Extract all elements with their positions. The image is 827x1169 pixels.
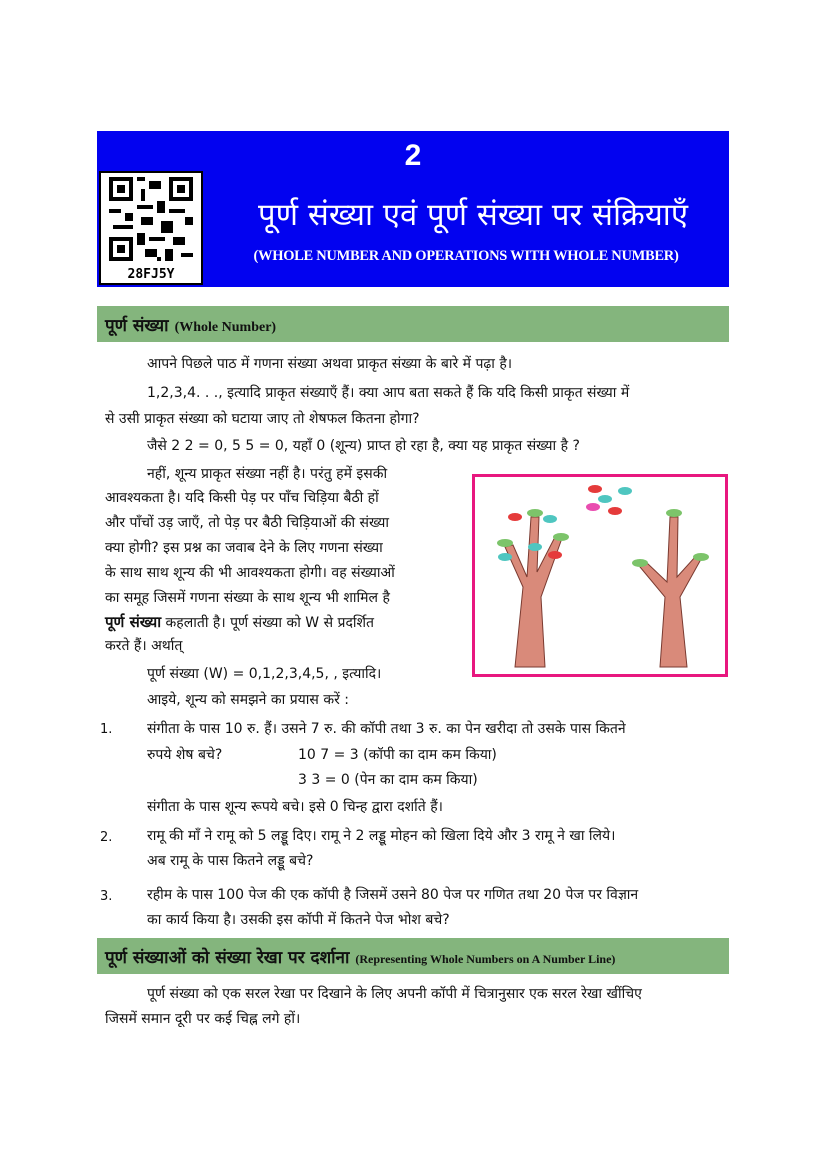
paragraph-line: जैसे 2 2 = 0, 5 5 = 0, यहाँ 0 (शून्य) प्राप्त हो रहा है, क्या यह प्राकृत संख्या है ? (147, 438, 580, 454)
paragraph-line: से उसी प्राकृत संख्या को घटाया जाए तो शेषफल कितना होगा? (105, 411, 420, 427)
paragraph-line: पूर्ण संख्या (W) = 0,1,2,3,4,5, , इत्यादि। (147, 666, 382, 682)
equation-line: 10 7 = 3 (कॉपी का दाम कम किया) (298, 747, 497, 763)
equation-line: 3 3 = 0 (पेन का दाम कम किया) (298, 772, 478, 788)
item-line: रुपये शेष बचे? (147, 747, 223, 763)
item-line: रामू की माँ ने रामू को 5 लड्डू दिए। रामू ने 2 लड्डू मोहन को खिला दिये और 3 रामू ने खा लिये। (147, 828, 616, 844)
section-heading-number-line (97, 938, 729, 974)
heading-hindi: पूर्ण संख्या (105, 316, 169, 336)
item-line: संगीता के पास 10 रु. हैं। उसने 7 रु. की कॉपी तथा 3 रु. का पेन खरीदा तो उसके पास कितने (147, 721, 626, 737)
heading-english: (Representing Whole Numbers on A Number Line) (355, 952, 616, 966)
paragraph-line: पूर्ण संख्या को एक सरल रेखा पर दिखाने के लिए अपनी कॉपी में चित्रानुसार एक सरल रेखा खींचिए (147, 986, 642, 1002)
item-line: संगीता के पास शून्य रूपये बचे। इसे 0 चिन्ह द्वारा दर्शाते हैं। (147, 799, 443, 815)
chapter-title-english: (WHOLE NUMBER AND OPERATIONS WITH WHOLE NUMBER) (253, 248, 679, 264)
paragraph-line: आपने पिछले पाठ में गणना संख्या अथवा प्राकृत संख्या के बारे में पढ़ा है। (147, 356, 513, 372)
heading-english: (Whole Number) (174, 320, 277, 335)
item-line: का कार्य किया है। उसकी इस कॉपी में कितने पेज भोश बचे? (147, 912, 450, 928)
paragraph-line: के साथ साथ शून्य की भी आवश्यकता होगी। वह संख्याओं (105, 565, 395, 581)
item-number: 2. (100, 830, 113, 845)
item-line: रहीम के पास 100 पेज की एक कॉपी है जिसमें उसने 80 पेज पर गणित तथा 20 पेज पर विज्ञान (147, 887, 639, 903)
paragraph-line: का समूह जिसमें गणना संख्या के साथ शून्य भी शामिल है (105, 590, 390, 606)
chapter-banner (97, 131, 729, 287)
paragraph-line: करते हैं। अर्थात् (105, 638, 183, 654)
section-heading-whole-number (97, 306, 729, 342)
paragraph-line: और पाँचों उड़ जाएँ, तो पेड़ पर बैठी चिड़ियाओं की संख्या (105, 515, 389, 531)
item-number: 3. (100, 889, 113, 904)
qr-code-label: 28FJ5Y (127, 267, 175, 282)
paragraph-line: नहीं, शून्य प्राकृत संख्या नहीं है। परंतु हमें इसकी (147, 466, 388, 482)
item-line: अब रामू के पास कितने लड्डू बचे? (147, 853, 314, 869)
paragraph-line: क्या होगी? इस प्रश्न का जवाब देने के लिए गणना संख्या (105, 540, 383, 556)
trees-birds-illustration (472, 474, 728, 677)
paragraph-line: 1,2,3,4. . ., इत्यादि प्राकृत संख्याएँ हैं। क्या आप बता सकते हैं कि यदि किसी प्राकृत संख्या में (147, 385, 630, 401)
chapter-number: 2 (404, 139, 422, 172)
qr-code[interactable] (99, 171, 203, 285)
qr-code-icon (109, 177, 193, 265)
paragraph-line: आइये, शून्य को समझने का प्रयास करें : (147, 692, 349, 708)
heading-hindi: पूर्ण संख्याओं को संख्या रेखा पर दर्शाना (105, 948, 350, 968)
paragraph-line: जिसमें समान दूरी पर कई चिह्न लगे हों। (105, 1011, 301, 1027)
paragraph-line: आवश्यकता है। यदि किसी पेड़ पर पाँच चिड़िया बैठी हों (105, 490, 379, 506)
item-number: 1. (100, 722, 113, 737)
bold-term: पूर्ण संख्या (105, 613, 162, 631)
paragraph-line: कहलाती है। पूर्ण संख्या को W से प्रदर्शित (165, 615, 375, 631)
chapter-title-hindi: पूर्ण संख्या एवं पूर्ण संख्या पर संक्रियाएँ (258, 197, 688, 233)
trees-with-birds-icon (475, 477, 725, 674)
